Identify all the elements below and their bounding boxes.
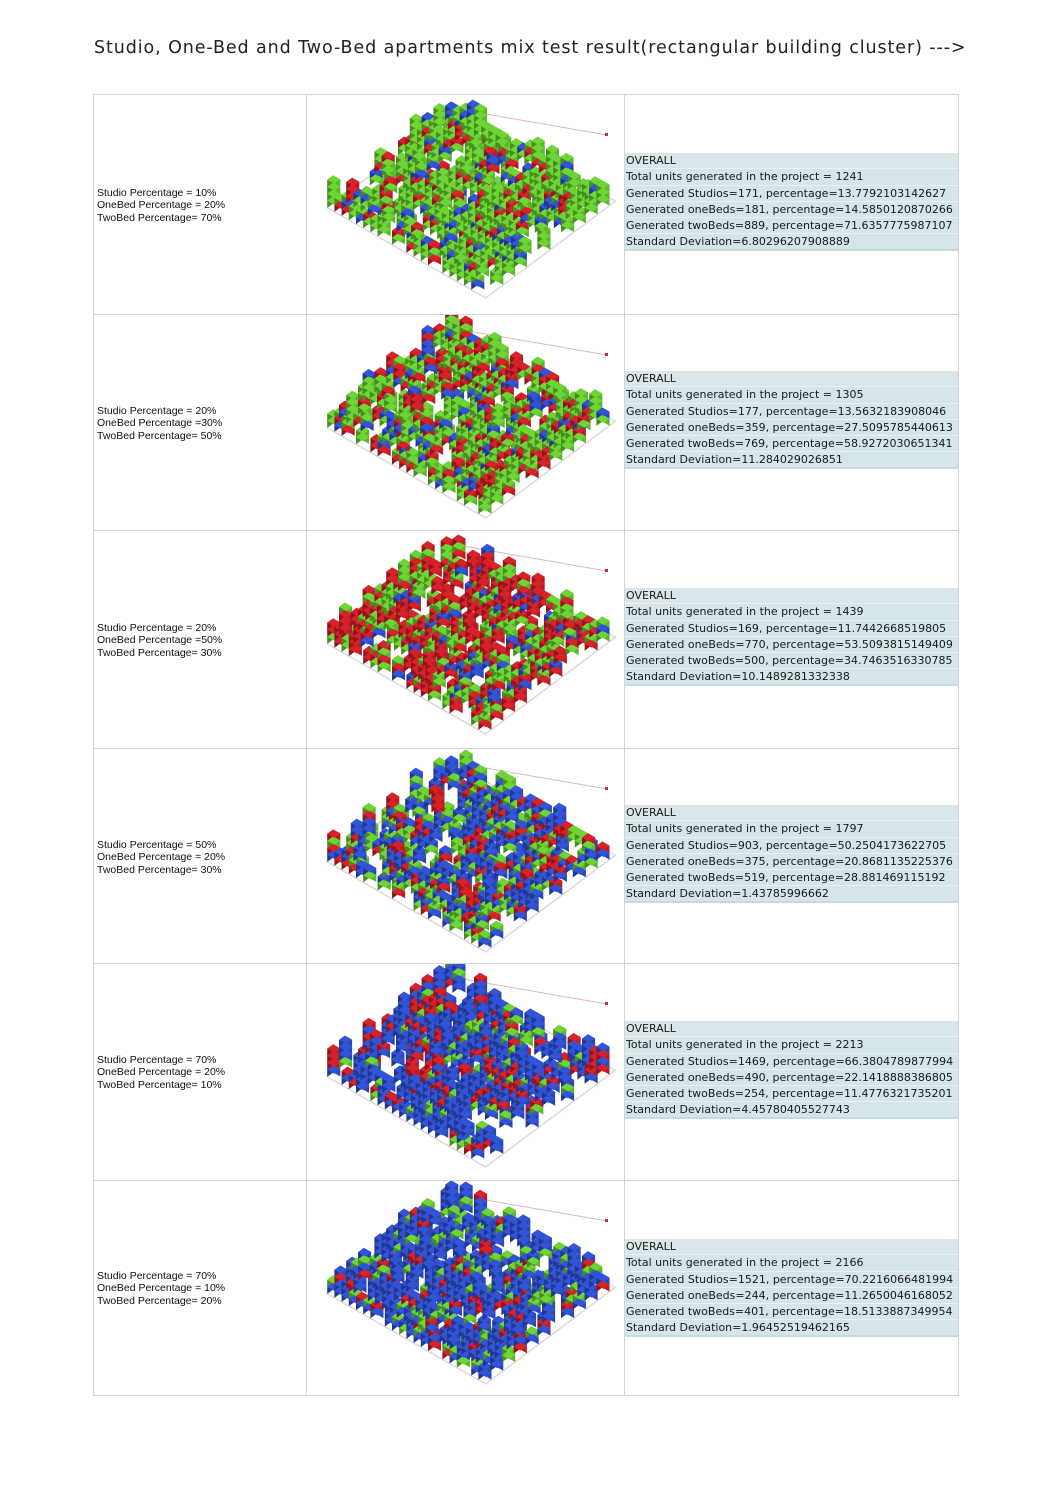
- site-marker: [605, 787, 608, 790]
- total-units-line: Total units generated in the project = 1241: [625, 169, 958, 185]
- page-title: Studio, One-Bed and Two-Bed apartments mix test result(rectangular building cluster) --->: [94, 38, 967, 58]
- results-row: [94, 531, 958, 749]
- site-marker: [605, 569, 608, 572]
- onebed-percentage-label: OneBed Percentage = 20%: [97, 199, 226, 212]
- stats-panel: [625, 153, 958, 251]
- total-units-line: Total units generated in the project = 1305: [625, 387, 958, 403]
- std-deviation-line: Standard Deviation=11.284029026851: [625, 452, 958, 468]
- parameters-list: [97, 405, 222, 442]
- massing-model-image: [307, 749, 624, 963]
- twobeds-line: Generated twoBeds=769, percentage=58.9272030651341: [625, 436, 958, 452]
- parameters-list: [97, 622, 222, 659]
- stats-panel: [625, 371, 958, 469]
- building-cluster: [327, 750, 609, 948]
- onebeds-line: Generated oneBeds=359, percentage=27.5095785440613: [625, 420, 958, 436]
- studio-percentage-label: Studio Percentage = 50%: [97, 839, 217, 851]
- stats-heading: OVERALL: [625, 153, 958, 169]
- onebeds-line: Generated oneBeds=770, percentage=53.5093815149409: [625, 637, 958, 653]
- parameters-cell: [94, 315, 307, 530]
- twobed-percentage-label: TwoBed Percentage= 30%: [97, 863, 222, 876]
- site-marker: [605, 133, 608, 136]
- studios-line: Generated Studios=177, percentage=13.5632183908046: [625, 404, 958, 420]
- onebed-percentage-label: OneBed Percentage =30%: [97, 417, 223, 430]
- onebed-percentage-label: OneBed Percentage =50%: [97, 634, 223, 647]
- massing-model-image: [307, 531, 624, 748]
- massing-cell: [307, 95, 625, 314]
- results-row: [94, 749, 958, 964]
- parameters-cell: [94, 749, 307, 963]
- stats-cell: [625, 95, 958, 314]
- studio-percentage-label: Studio Percentage = 10%: [97, 187, 217, 199]
- studios-line: Generated Studios=169, percentage=11.7442668519805: [625, 621, 958, 637]
- std-deviation-line: Standard Deviation=6.80296207908889: [625, 234, 958, 250]
- twobed-percentage-label: TwoBed Percentage= 50%: [97, 429, 222, 442]
- results-row: [94, 95, 958, 315]
- studio-percentage-label: Studio Percentage = 20%: [97, 405, 217, 417]
- total-units-line: Total units generated in the project = 1439: [625, 604, 958, 620]
- stats-heading: OVERALL: [625, 371, 958, 387]
- massing-cell: [307, 315, 625, 530]
- parameters-list: [97, 187, 225, 224]
- std-deviation-line: Standard Deviation=10.1489281332338: [625, 669, 958, 685]
- results-table: [93, 94, 959, 1396]
- massing-model-image: [307, 95, 624, 314]
- building-cluster: [327, 315, 609, 514]
- results-row: [94, 315, 958, 531]
- twobeds-line: Generated twoBeds=889, percentage=71.6357775987107: [625, 218, 958, 234]
- site-marker: [605, 353, 608, 356]
- parameters-list: [97, 839, 225, 876]
- parameters-cell: [94, 531, 307, 748]
- studios-line: Generated Studios=171, percentage=13.7792103142627: [625, 186, 958, 202]
- massing-cell: [307, 531, 625, 748]
- stats-panel: [625, 588, 958, 686]
- massing-model-image: [307, 315, 624, 530]
- studio-percentage-label: Studio Percentage = 20%: [97, 622, 217, 634]
- stats-heading: OVERALL: [625, 588, 958, 604]
- stats-cell: [625, 315, 958, 530]
- massing-cell: [307, 749, 625, 963]
- twobed-percentage-label: TwoBed Percentage= 30%: [97, 646, 222, 659]
- stats-cell: [625, 531, 958, 748]
- twobed-percentage-label: TwoBed Percentage= 70%: [97, 211, 222, 224]
- twobeds-line: Generated twoBeds=500, percentage=34.7463516330785: [625, 653, 958, 669]
- onebeds-line: Generated oneBeds=181, percentage=14.5850120870266: [625, 202, 958, 218]
- parameters-cell: [94, 95, 307, 314]
- onebed-percentage-label: OneBed Percentage = 20%: [97, 851, 226, 864]
